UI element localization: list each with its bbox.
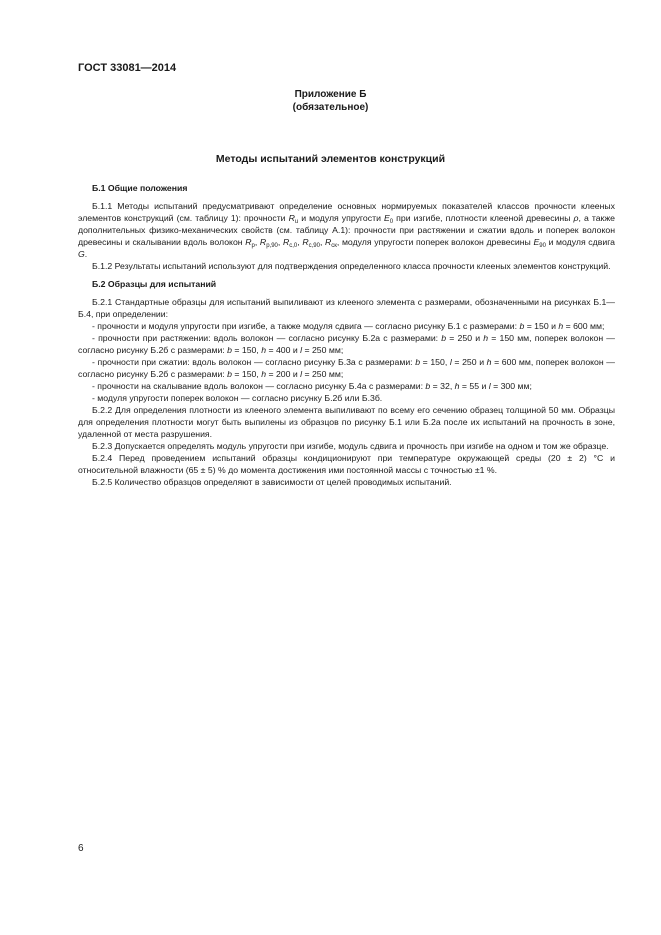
document-body <box>78 182 615 488</box>
standard-designation: ГОСТ 33081—2014 <box>78 62 177 74</box>
annex-title: Приложение Б <box>294 89 367 100</box>
list-item: - прочности на скалывание вдоль волокон — согласно рисунку Б.4а с размерами: b = 32, h = 55 и l = 300 мм; <box>92 381 532 391</box>
paragraph-b2-3: Б.2.3 Допускается определять модуль упругости при изгибе, модуль сдвига и прочность при изгибе на одном и том же образце. <box>92 441 609 451</box>
page-number: 6 <box>78 843 84 854</box>
paragraph-b2-4: Б.2.4 Перед проведением испытаний образцы кондиционируют при температуре окружающей среды (20 ± 2) °С и относительной влажности (65 ± 5) % до момента достижения ими постоянной массы с точностью ±1 %. <box>78 453 615 475</box>
list-item: - прочности при растяжении: вдоль волокон — согласно рисунку Б.2а с размерами: b = 250 и h = 150 мм, поперек волокон — согласно рисунку Б.2б с размерами: b = 150, h = 400 и l = 250 мм; <box>78 333 615 355</box>
paragraph-b2-5: Б.2.5 Количество образцов определяют в зависимости от целей проводимых испытаний. <box>92 477 452 487</box>
annex-status: (обязательное) <box>292 102 369 113</box>
paragraph-b2-1: Б.2.1 Стандартные образцы для испытаний выпиливают из клееного элемента с размерами, обозначенными на рисунках Б.1—Б.4, при определении: <box>78 297 615 319</box>
section-title: Методы испытаний элементов конструкций <box>215 153 446 165</box>
list-item: - прочности и модуля упругости при изгибе, а также модуля сдвига — согласно рисунку Б.1 с размерами: b = 150 и h = 600 мм; <box>92 321 605 331</box>
paragraph-b1-2: Б.1.2 Результаты испытаний используют для подтверждения определенного класса прочности клееных элементов конструкций. <box>92 261 611 271</box>
list-item: - модуля упругости поперек волокон — согласно рисунку Б.2б или Б.3б. <box>92 393 383 403</box>
paragraph-b1-1: Б.1.1 Методы испытаний предусматривают определение основных нормируемых показателей классов прочности клееных элементов конструкций (см. таблицу 1): прочности $R_u$ и модуля упругости $E_0$ при изгибе, плотности клееной древесины ρ, а также дополнительных физико-механических свойств (см. таблицу А.1): прочности при растяжении и сжатии вдоль и поперек волокон древесины и скалывании вдоль волокон $R_p$, $R_{p,90}$, $R_{c,0}$, $R_{c,90}$, $R_{ск}$, модуля упругости поперек волокон древесины $E_{90}$ и модуля сдвига G. <box>78 201 616 259</box>
heading-b1: Б.1 Общие положения <box>92 183 188 193</box>
list-item: - прочности при сжатии: вдоль волокон — согласно рисунку Б.3а с размерами: b = 150, l = 250 и h = 600 мм, поперек волокон — согласно рисунку Б.2б с размерами: b = 150, h = 200 и l = 250 мм; <box>78 357 615 379</box>
heading-b2: Б.2 Образцы для испытаний <box>92 279 217 289</box>
paragraph-b2-2: Б.2.2 Для определения плотности из клееного элемента выпиливают по всему его сечению образец толщиной 50 мм. Образцы для определения плотности могут быть выпилены из образцов по рисунку Б.1 или Б.2а после их испытаний на прочность в зоне, удаленной от места разрушения. <box>78 405 615 439</box>
